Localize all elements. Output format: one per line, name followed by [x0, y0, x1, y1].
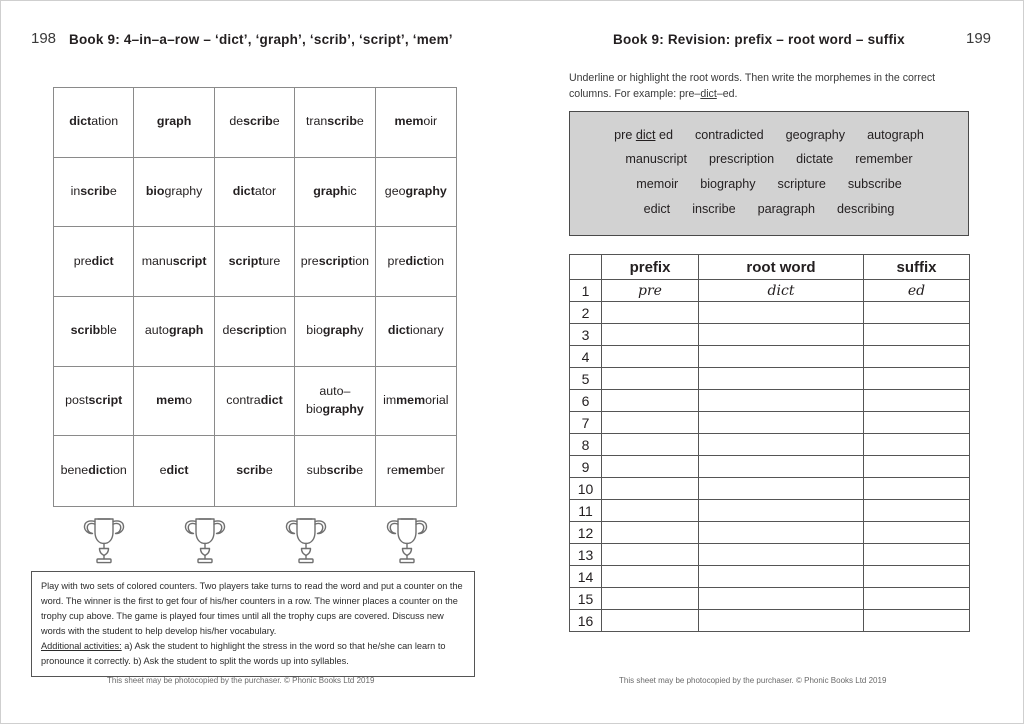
answer-cell-prefix[interactable] [602, 588, 699, 610]
trophy-cup[interactable] [282, 513, 330, 570]
grid-word: prediction [387, 253, 445, 268]
answer-table-row [570, 456, 970, 478]
word-bank-word[interactable]: geography [785, 127, 846, 142]
answer-cell-root-word[interactable] [699, 346, 864, 368]
grid-word-cell[interactable] [134, 367, 214, 437]
answer-cell-suffix[interactable]: ed [864, 280, 970, 302]
grid-word-cell[interactable] [54, 367, 134, 437]
instructions-line-2: word. The winner is the first to get four of his/her counters in a row. The winner places a counter on the [41, 595, 458, 606]
grid-word-cell[interactable] [54, 88, 134, 158]
grid-word-cell[interactable] [376, 227, 456, 297]
grid-word: graphic [313, 184, 357, 198]
grid-word: predict [73, 253, 114, 268]
grid-word-cell[interactable] [54, 158, 134, 228]
grid-word: scribe [236, 463, 273, 478]
revision-instructions-line-2-before: correct columns. For example: pre– [569, 72, 936, 101]
answer-cell-suffix[interactable] [864, 368, 970, 390]
answer-cell-root-word[interactable] [699, 588, 864, 610]
left-page-number: 198 [31, 30, 57, 47]
answer-cell-root-word[interactable] [699, 302, 864, 324]
grid-word-cell[interactable] [54, 227, 134, 297]
word-bank-word[interactable]: subscribe [847, 177, 902, 192]
game-instructions-box [31, 571, 475, 677]
answer-cell-suffix[interactable] [864, 324, 970, 346]
word-bank-word[interactable]: pre dict ed [614, 127, 673, 142]
answer-table-row-number-header [570, 255, 602, 280]
answer-cell-prefix[interactable] [602, 522, 699, 544]
right-page-number: 199 [966, 30, 992, 47]
answer-table-header-root-word: root word [699, 255, 864, 280]
grid-word-cell[interactable] [134, 297, 214, 367]
grid-word: dictation [69, 114, 119, 129]
answer-cell-suffix[interactable] [864, 610, 970, 632]
answer-table-row [570, 544, 970, 566]
answer-table-row [570, 324, 970, 346]
answer-cell-root-word[interactable] [699, 544, 864, 566]
trophy-cup[interactable] [181, 513, 229, 570]
answer-table-row [570, 434, 970, 456]
word-bank-word[interactable]: scripture [777, 177, 826, 192]
answer-cell-prefix[interactable] [602, 324, 699, 346]
grid-word: remember [386, 463, 445, 478]
grid-word: dictator [232, 184, 277, 198]
answer-row-number: 8 [570, 434, 602, 456]
answer-cell-root-word[interactable] [699, 478, 864, 500]
answer-table-row [570, 610, 970, 632]
answer-cell-root-word[interactable] [699, 390, 864, 412]
answer-row-number: 15 [570, 588, 602, 610]
answer-table-header-row [570, 255, 970, 280]
word-bank-row [584, 123, 954, 148]
answer-row-number: 10 [570, 478, 602, 500]
word-bank-word[interactable]: describing [837, 202, 895, 217]
answer-cell-prefix[interactable] [602, 500, 699, 522]
trophy-cup-icon [383, 513, 431, 565]
answer-table-row [570, 346, 970, 368]
answer-cell-root-word[interactable] [699, 456, 864, 478]
grid-word: contradict [226, 393, 283, 407]
answer-cell-root-word[interactable] [699, 368, 864, 390]
grid-word: autograph [144, 323, 204, 338]
answer-row-number: 1 [570, 280, 602, 302]
grid-word-cell[interactable] [215, 297, 295, 367]
grid-word-cell[interactable] [215, 367, 295, 437]
answer-row-number: 16 [570, 610, 602, 632]
grid-word-cell[interactable] [376, 88, 456, 158]
grid-word-cell[interactable] [134, 436, 214, 506]
answer-table-row [570, 522, 970, 544]
grid-word-cell[interactable] [295, 367, 375, 437]
instructions-line-4: with the student to help develop his/her vocabulary. [68, 625, 277, 636]
word-bank-word[interactable]: dictate [796, 152, 834, 167]
answer-cell-suffix[interactable] [864, 478, 970, 500]
answer-cell-prefix[interactable] [602, 610, 699, 632]
answer-table-row [570, 368, 970, 390]
grid-word-cell[interactable] [295, 88, 375, 158]
answer-row-number: 13 [570, 544, 602, 566]
grid-word: description [222, 323, 287, 338]
word-bank-word[interactable]: autograph [867, 127, 924, 142]
additional-activities-label: Additional activities: [41, 640, 122, 651]
answer-cell-root-word[interactable]: dict [699, 280, 864, 302]
instructions-line-1: Play with two sets of colored counters. Two players take turns to read the word and put a counter on the [41, 581, 463, 591]
answer-cell-prefix[interactable] [602, 368, 699, 390]
answer-cell-prefix[interactable] [602, 566, 699, 588]
grid-word: dictionary [387, 323, 444, 338]
revision-instructions-line-1: Underline or highlight the root words. Then write the morphemes in the [569, 72, 900, 84]
answer-table-row [570, 588, 970, 610]
answer-table-row [570, 390, 970, 412]
grid-word-cell[interactable] [295, 158, 375, 228]
four-in-a-row-grid [53, 87, 457, 507]
word-bank-word[interactable]: biography [700, 177, 756, 192]
grid-word-cell[interactable] [376, 297, 456, 367]
grid-word-cell[interactable] [295, 227, 375, 297]
answer-row-number: 7 [570, 412, 602, 434]
answer-table-row [570, 412, 970, 434]
answer-cell-root-word[interactable] [699, 522, 864, 544]
answer-table-row [570, 280, 970, 302]
morpheme-answer-table [569, 254, 970, 632]
answer-row-number: 14 [570, 566, 602, 588]
grid-word-cell[interactable] [54, 436, 134, 506]
grid-word-cell[interactable] [134, 227, 214, 297]
answer-cell-prefix[interactable] [602, 390, 699, 412]
grid-word-cell[interactable] [215, 88, 295, 158]
word-bank-word[interactable]: inscribe [692, 202, 736, 217]
answer-row-number: 5 [570, 368, 602, 390]
left-page-header: Book 9: 4–in–a–row – ‘dict’, ‘graph’, ‘scrib’, ‘script’, ‘mem’ [69, 32, 453, 47]
additional-activity-a: a) Ask the student to highlight the stress in the word so that he/she can learn to [124, 640, 446, 651]
grid-word: inscribe [70, 184, 117, 198]
left-page-footer: This sheet may be photocopied by the purchaser. © Phonic Books Ltd 2019 [107, 676, 375, 685]
grid-word: edict [159, 463, 189, 478]
word-bank-row [584, 198, 954, 223]
answer-table-body [570, 280, 970, 632]
answer-cell-suffix[interactable] [864, 522, 970, 544]
grid-word-cell[interactable] [54, 297, 134, 367]
trophy-cup-icon [80, 513, 128, 565]
grid-word: geography [384, 184, 447, 198]
answer-cell-prefix[interactable] [602, 412, 699, 434]
grid-word: scripture [228, 253, 281, 268]
word-bank-word[interactable]: prescription [708, 152, 775, 167]
answer-cell-suffix[interactable] [864, 302, 970, 324]
grid-word: subscribe [306, 463, 364, 478]
grid-word: manuscript [141, 253, 207, 268]
answer-cell-root-word[interactable] [699, 324, 864, 346]
trophy-row [53, 513, 457, 569]
answer-row-number: 9 [570, 456, 602, 478]
answer-cell-prefix[interactable] [602, 478, 699, 500]
grid-word: memoir [394, 114, 438, 129]
grid-word-cell[interactable] [215, 227, 295, 297]
grid-word: prescription [300, 253, 369, 268]
answer-cell-prefix[interactable] [602, 456, 699, 478]
answer-cell-suffix[interactable] [864, 434, 970, 456]
grid-word: auto– biography [305, 384, 364, 416]
revision-example-root: dict [700, 88, 717, 101]
word-bank-word[interactable]: edict [643, 202, 671, 217]
answer-cell-prefix[interactable] [602, 434, 699, 456]
word-bank-word[interactable]: memoir [636, 177, 679, 192]
answer-table-row [570, 566, 970, 588]
answer-cell-root-word[interactable] [699, 566, 864, 588]
word-bank-word[interactable]: paragraph [757, 202, 816, 217]
revision-instructions [569, 70, 969, 103]
grid-word: transcribe [305, 114, 364, 129]
answer-cell-suffix[interactable] [864, 544, 970, 566]
answer-cell-suffix[interactable] [864, 390, 970, 412]
grid-word: describe [229, 114, 280, 129]
right-page-header: Book 9: Revision: prefix – root word – suffix [613, 32, 905, 47]
answer-cell-prefix[interactable] [602, 346, 699, 368]
answer-table-row [570, 478, 970, 500]
word-bank-root-underline: dict [635, 127, 656, 142]
grid-word-cell[interactable] [215, 436, 295, 506]
answer-row-number: 12 [570, 522, 602, 544]
answer-row-number: 6 [570, 390, 602, 412]
answer-cell-suffix[interactable] [864, 346, 970, 368]
grid-word-cell[interactable] [134, 88, 214, 158]
word-bank-word[interactable]: remember [855, 152, 913, 167]
grid-word-cell[interactable] [376, 436, 456, 506]
grid-word: postscript [65, 393, 123, 407]
answer-row-number: 3 [570, 324, 602, 346]
answer-table-header-prefix: prefix [602, 255, 699, 280]
grid-word: memo [156, 393, 193, 407]
answer-cell-suffix[interactable] [864, 500, 970, 522]
grid-word-cell[interactable] [295, 297, 375, 367]
grid-word: immemorial [383, 393, 449, 407]
answer-cell-suffix[interactable] [864, 456, 970, 478]
answer-cell-prefix[interactable] [602, 302, 699, 324]
grid-word: biography [145, 184, 203, 198]
answer-table-header-suffix: suffix [864, 255, 970, 280]
answer-cell-root-word[interactable] [699, 610, 864, 632]
answer-cell-root-word[interactable] [699, 500, 864, 522]
grid-word-cell[interactable] [376, 367, 456, 437]
word-bank-row [584, 173, 954, 198]
grid-word: scribble [70, 323, 117, 338]
answer-cell-root-word[interactable] [699, 434, 864, 456]
right-page-footer: This sheet may be photocopied by the purchaser. © Phonic Books Ltd 2019 [619, 676, 887, 685]
grid-word-cell[interactable] [215, 158, 295, 228]
answer-cell-prefix[interactable]: pre [602, 280, 699, 302]
grid-word-cell[interactable] [295, 436, 375, 506]
answer-cell-suffix[interactable] [864, 588, 970, 610]
grid-word-cell[interactable] [376, 158, 456, 228]
instructions-line-3: trophy cup above. The game is played four times until all the trophy cups are covered. Discuss new words [41, 610, 444, 636]
answer-row-number: 2 [570, 302, 602, 324]
trophy-cup-icon [181, 513, 229, 565]
answer-row-number: 4 [570, 346, 602, 368]
word-bank-row [584, 148, 954, 173]
grid-word: biography [306, 323, 364, 338]
answer-table-row [570, 302, 970, 324]
grid-word: benediction [60, 463, 127, 478]
additional-activity-b: pronounce it correctly. b) Ask the student to split the words up into syllables. [41, 655, 349, 666]
answer-cell-suffix[interactable] [864, 566, 970, 588]
word-bank-word[interactable]: manuscript [625, 152, 687, 167]
answer-table-head [570, 255, 970, 280]
answer-cell-suffix[interactable] [864, 412, 970, 434]
answer-row-number: 11 [570, 500, 602, 522]
trophy-cup[interactable] [80, 513, 128, 570]
word-bank-word[interactable]: contradicted [694, 127, 764, 142]
word-bank-box [569, 111, 969, 236]
answer-cell-prefix[interactable] [602, 544, 699, 566]
revision-instructions-line-2-after: –ed. [716, 88, 738, 101]
trophy-cup-icon [282, 513, 330, 565]
grid-word-cell[interactable] [134, 158, 214, 228]
trophy-cup[interactable] [383, 513, 431, 570]
answer-cell-root-word[interactable] [699, 412, 864, 434]
answer-table-row [570, 500, 970, 522]
grid-word: graph [156, 114, 192, 129]
